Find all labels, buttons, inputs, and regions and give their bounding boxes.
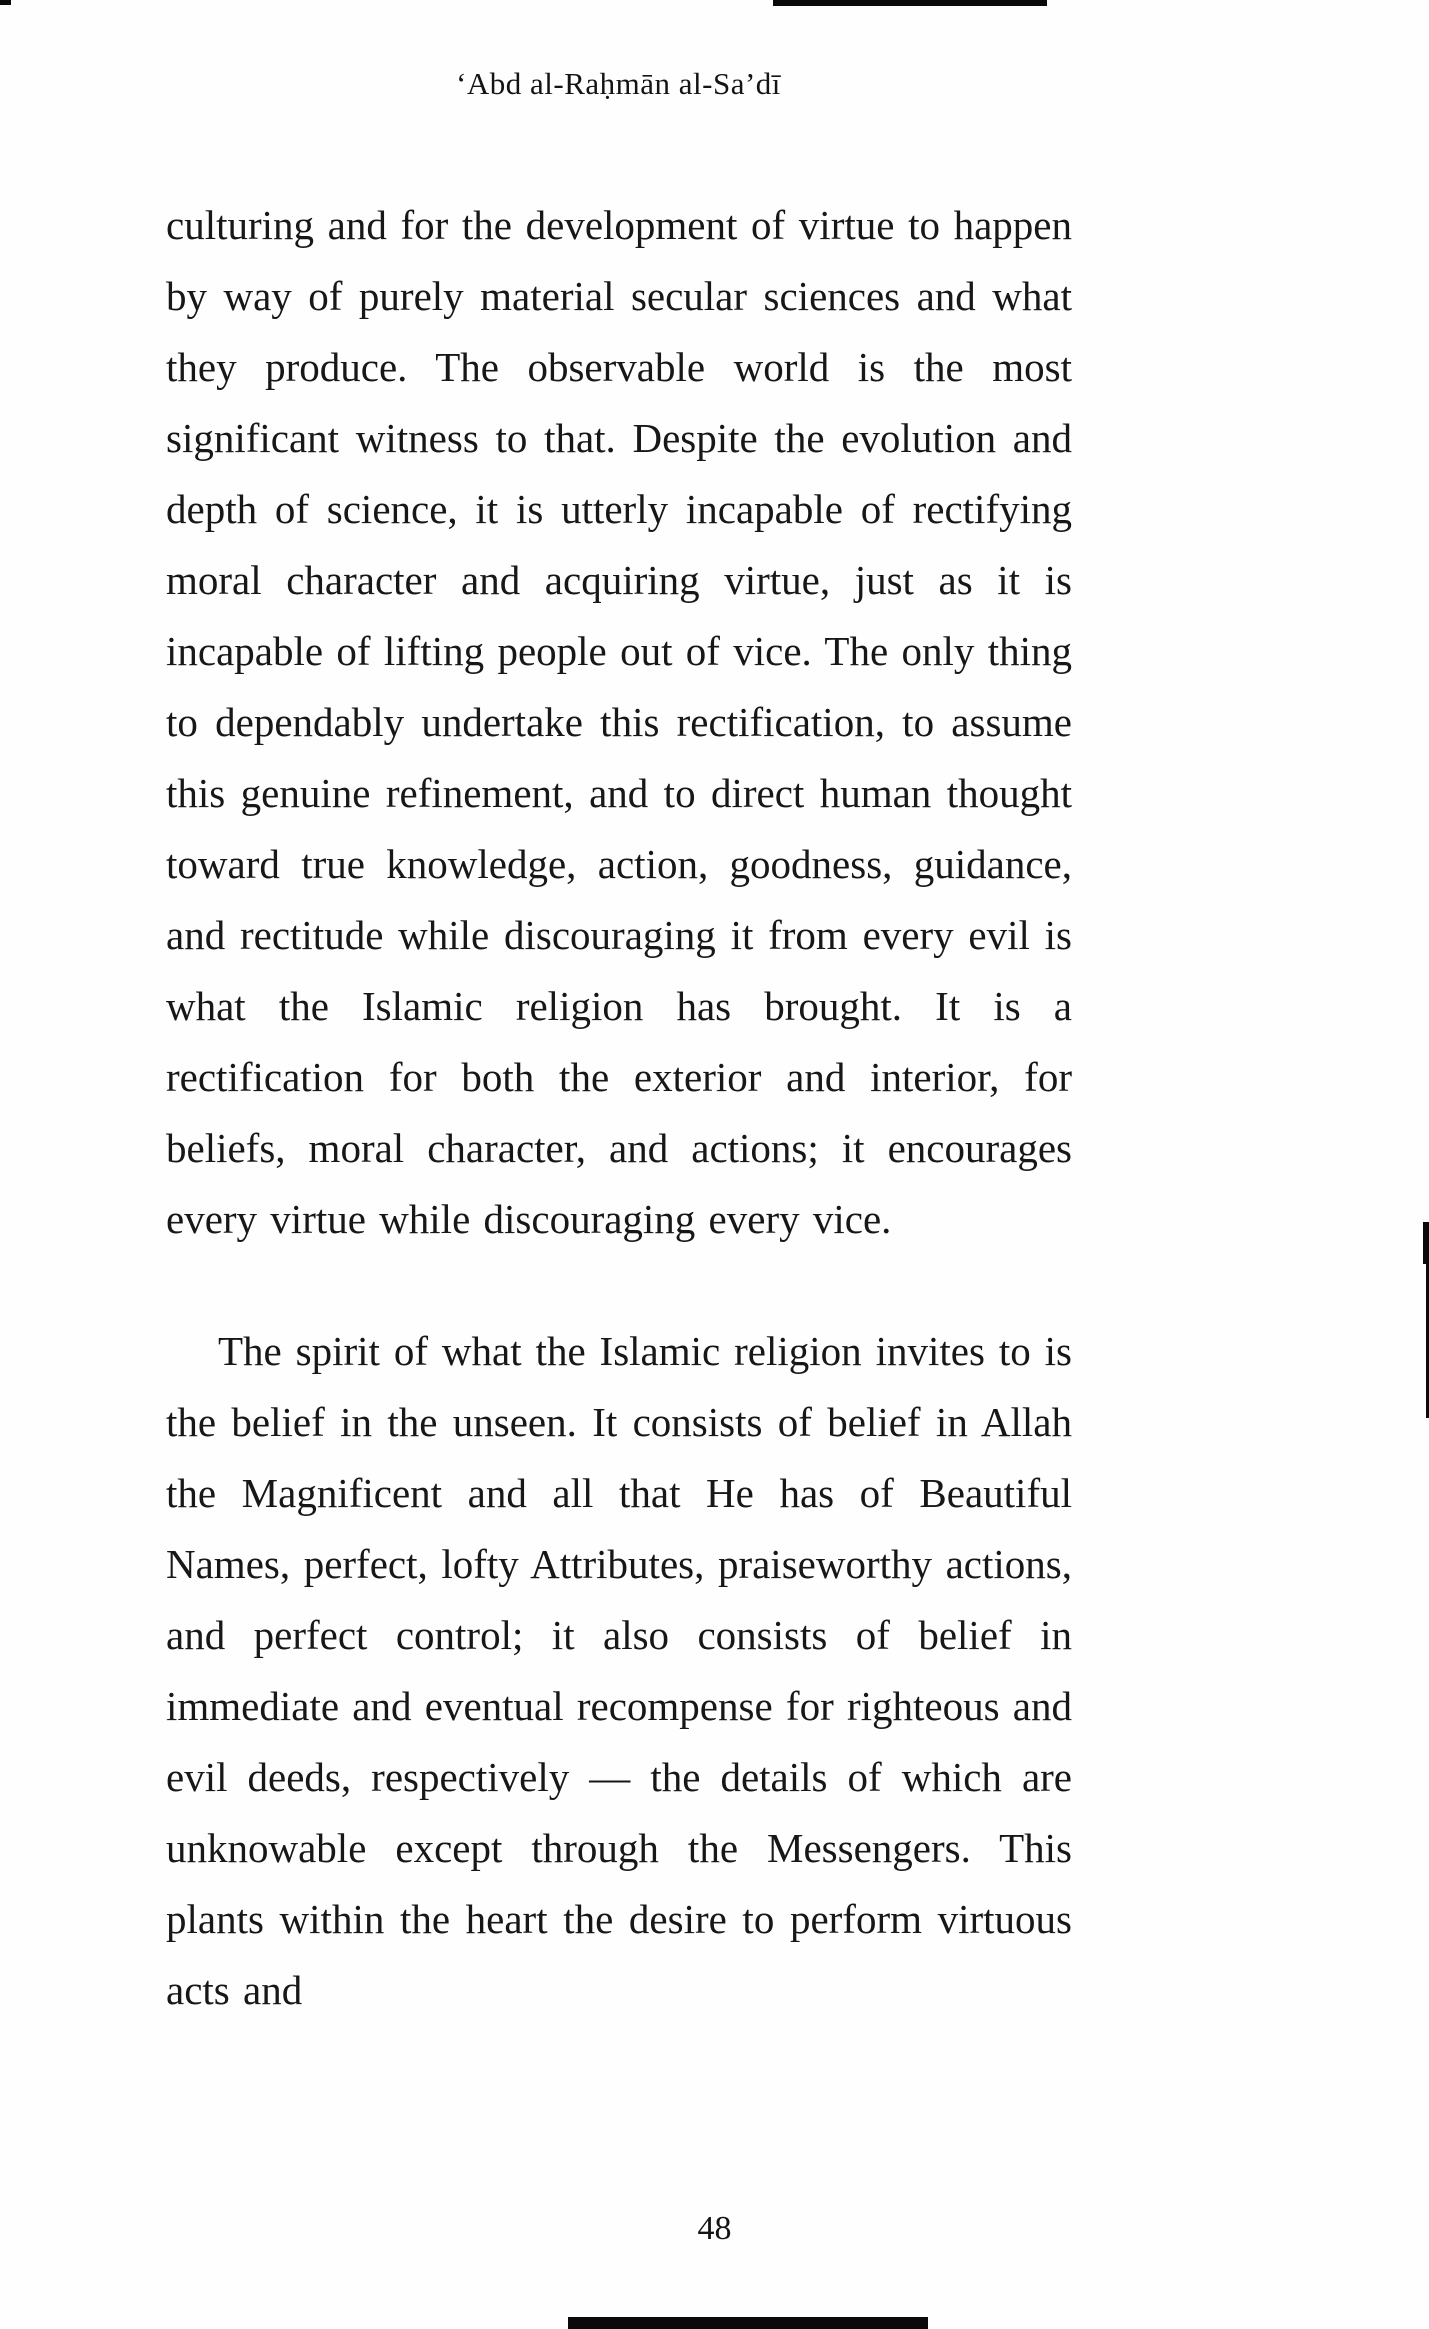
running-header-title: ‘Abd al-Raḥmān al-Sa’dī xyxy=(456,66,781,101)
body-text-block xyxy=(166,190,1072,2026)
scan-artifact-right-edge-mark xyxy=(1423,1222,1429,1264)
body-paragraph: The spirit of what the Islamic religion invites to is the belief in the unseen. It consists of belief in Allah the Magnificent and all that He has of Beautiful Names, perfect, lofty Attributes, praiseworthy actions, and perfect control; it also consists of belief in immediate and eventual recompense for righteous and evil deeds, respectively — the details of which are unknowable except through the Messengers. This plants within the heart the desire to perform virtuous acts and xyxy=(166,1328,1073,2013)
page-number: 48 xyxy=(697,2210,732,2247)
scan-artifact-top-left-mark xyxy=(0,0,11,5)
body-paragraph: culturing and for the development of virtue to happen by way of purely material secular sciences and what they produce. The observable world is the most significant witness to that. Despite the evolution and depth of science, it is utterly incapable of rectifying moral character and acquiring virtue, just as it is incapable of lifting people out of vice. The only thing to dependably undertake this rectification, to assume this genuine refinement, and to direct human thought toward true knowledge, action, goodness, guidance, and rectitude while discouraging it from every evil is what the Islamic religion has brought. It is a rectification for both the exterior and interior, for beliefs, moral character, and actions; it encourages every virtue while discouraging every vice. xyxy=(166,202,1072,1242)
scan-artifact-top-edge-line xyxy=(773,0,1047,6)
scan-artifact-bottom-bar xyxy=(568,2317,928,2329)
